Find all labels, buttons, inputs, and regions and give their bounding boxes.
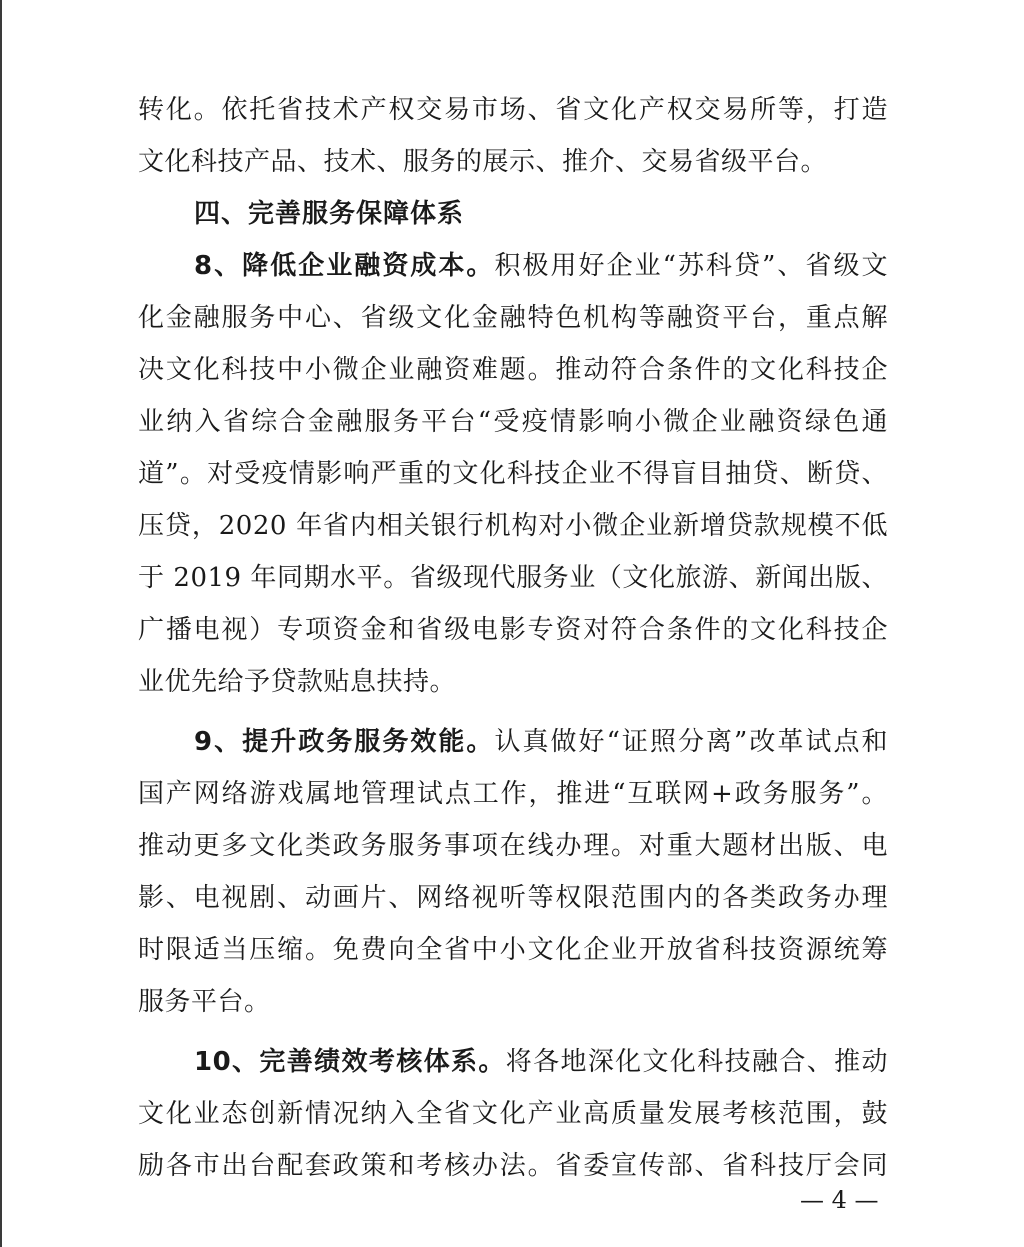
item9-last-line: 服务平台。 xyxy=(138,987,271,1017)
item8-line-8: 广播电视）专项资金和省级电影专资对符合条件的文化科技企 xyxy=(138,615,888,645)
item9-first-line xyxy=(138,716,888,768)
item9-line-4: 影、电视剧、动画片、网络视听等权限范围内的各类政务办理 xyxy=(138,883,888,913)
document-page xyxy=(138,84,888,1192)
item8-line-6: 压贷，2020 年省内相关银行机构对小微企业新增贷款规模不低 xyxy=(138,511,888,541)
item8-last-line: 业优先给予贷款贴息扶持。 xyxy=(138,667,457,697)
item9-line-5: 时限适当压缩。免费向全省中小文化企业开放省科技资源统筹 xyxy=(138,935,888,965)
intro-line-1: 转化。依托省技术产权交易市场、省文化产权交易所等，打造 xyxy=(138,95,888,125)
item10-line-2: 文化业态创新情况纳入全省文化产业高质量发展考核范围，鼓 xyxy=(138,1099,888,1129)
item8-line-5: 道”。对受疫情影响严重的文化科技企业不得盲目抽贷、断贷、 xyxy=(138,459,888,489)
item8-lead: 8、降低企业融资成本。 xyxy=(194,251,495,281)
item9-lead: 9、提升政务服务效能。 xyxy=(194,727,495,757)
item9-line-2: 国产网络游戏属地管理试点工作，推进“互联网+政务服务”。 xyxy=(138,779,888,809)
item8-first-line xyxy=(138,240,888,292)
section-heading: 四、完善服务保障体系 xyxy=(194,199,465,229)
item10-lead: 10、完善绩效考核体系。 xyxy=(194,1047,506,1077)
page-edge-line xyxy=(0,0,2,1247)
item9-first-line-rest: 认真做好“证照分离”改革试点和 xyxy=(494,727,888,757)
intro-line-2: 文化科技产品、技术、服务的展示、推介、交易省级平台。 xyxy=(138,147,828,177)
page-number: — 4 — xyxy=(800,1186,879,1214)
item8-line-7: 于 2019 年同期水平。省级现代服务业（文化旅游、新闻出版、 xyxy=(138,563,888,593)
item10-first-line xyxy=(138,1036,888,1088)
item10-first-line-rest: 将各地深化文化科技融合、推动 xyxy=(505,1047,888,1077)
item8-line-4: 业纳入省综合金融服务平台“受疫情影响小微企业融资绿色通 xyxy=(138,407,888,437)
item9-line-3: 推动更多文化类政务服务事项在线办理。对重大题材出版、电 xyxy=(138,831,888,861)
item8-line-3: 决文化科技中小微企业融资难题。推动符合条件的文化科技企 xyxy=(138,355,888,385)
item10-line-3: 励各市出台配套政策和考核办法。省委宣传部、省科技厅会同 xyxy=(138,1151,888,1181)
item8-first-line-rest: 积极用好企业“苏科贷”、省级文 xyxy=(494,251,888,281)
item8-line-2: 化金融服务中心、省级文化金融特色机构等融资平台，重点解 xyxy=(138,303,888,333)
